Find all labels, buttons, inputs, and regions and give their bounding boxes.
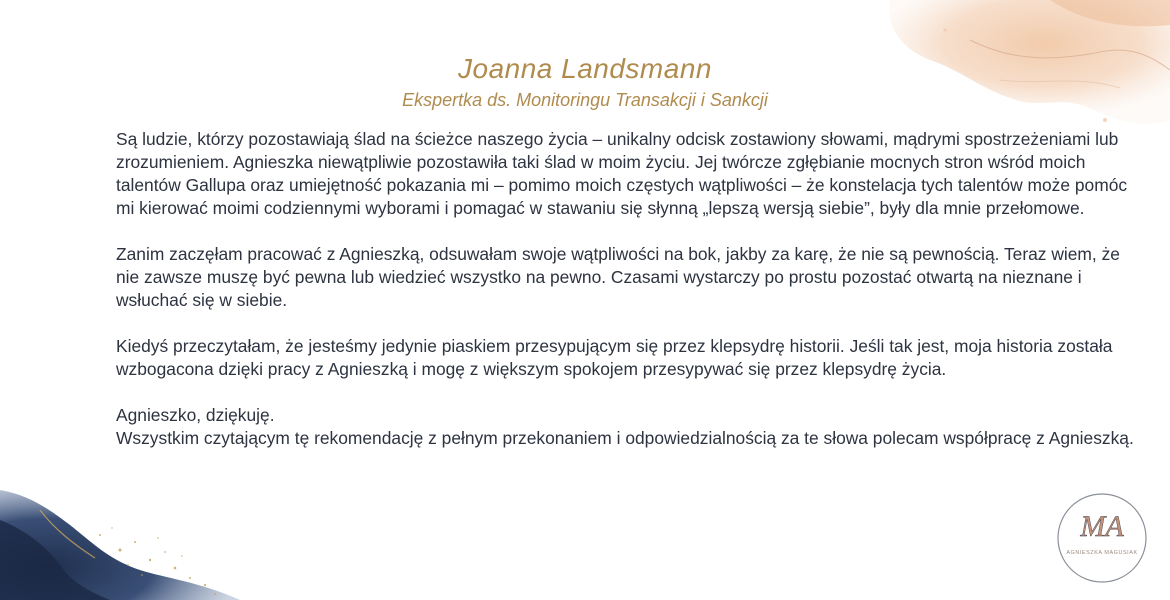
paragraph-1: Są ludzie, którzy pozostawiają ślad na ścieżce naszego życia – unikalny odcisk zostawiony słowami, mądrymi spostrzeżeniami lub zrozumieniem. Agnieszka niewątpliwie pozostawiła taki ślad w moim życiu. Jej twórcze zgłębianie mocnych stron wśród moich talentów Gallupa oraz umiejętność pokazania mi – pomimo moich częstych wątpliwości – że konstelacja tych talentów może pomóc mi kierować moimi codziennymi wyborami i pomagać w stawaniu się słynną „lepszą wersją siebie”, były dla mnie przełomowe. (116, 129, 1128, 218)
paragraph-3: Kiedyś przeczytałam, że jesteśmy jedynie piaskiem przesypującym się przez klepsydrę historii. Jeśli tak jest, moja historia została wzbogacona dzięki pracy z Agnieszką i mogę z większym spokojem przesypywać się przez klepsydrę życia. (116, 336, 1113, 379)
testimonial-body (116, 128, 1136, 450)
logo-text: AGNIESZKA MAGUSIAK (1066, 550, 1138, 556)
brand-logo (1054, 490, 1150, 586)
person-name: Joanna Landsmann (458, 53, 712, 84)
header (0, 50, 1170, 112)
paragraph-2: Zanim zaczęłam pracować z Agnieszką, odsuwałam swoje wątpliwości na bok, jakby za karę, że nie są pewnością. Teraz wiem, że nie zawsze muszę być pewna lub wiedzieć wszystko na pewno. Czasami wystarczy po prostu pozostać otwartą na nieznane i wsłuchać się w siebie. (116, 244, 1120, 310)
person-title: Ekspertka ds. Monitoringu Transakcji i Sankcji (402, 90, 768, 110)
closing (116, 404, 1136, 450)
logo-monogram: MA (1080, 510, 1124, 543)
closing-recommendation: Wszystkim czytającym tę rekomendację z pełnym przekonaniem i odpowiedzialnością za te słowa polecam współpracę z Agnieszką. (116, 428, 1134, 448)
watercolor-decoration-bottom (0, 490, 270, 600)
closing-thanks: Agnieszko, dziękuję. (116, 405, 275, 425)
